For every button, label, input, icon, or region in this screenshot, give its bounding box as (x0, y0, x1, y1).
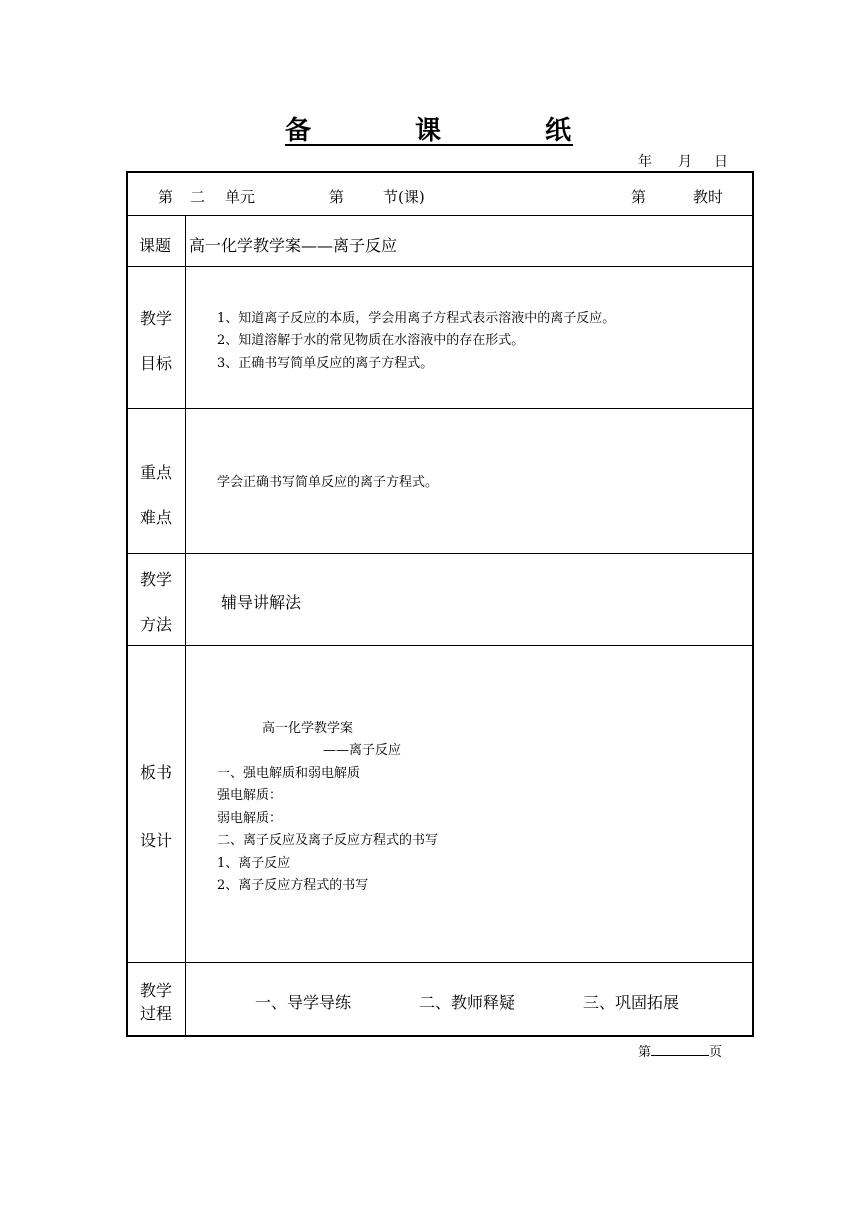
board-label-bottom: 设计 (140, 831, 173, 850)
board-line: 二、离子反应及离子反应方程式的书写 (217, 833, 439, 848)
board-line: 一、强电解质和弱电解质 (217, 766, 361, 781)
method-label-top: 教学 (140, 570, 173, 589)
objectives-label-top: 教学 (140, 309, 173, 328)
process-label-top: 教学 (140, 981, 173, 1000)
page-number-suffix: 页 (709, 1045, 723, 1060)
page-title (285, 108, 573, 146)
label-column-divider (185, 215, 186, 1037)
method-label-bottom: 方法 (140, 615, 173, 634)
objective-item: 1、知道离子反应的本质，学会用离子方程式表示溶液中的离子反应。 (217, 311, 616, 326)
unit-label: 单元 (225, 188, 256, 206)
title-char-2: 课 (415, 116, 442, 146)
period-label: 教时 (693, 188, 724, 206)
process-step: 二、教师释疑 (419, 993, 516, 1012)
board-line: 2、离子反应方程式的书写 (217, 878, 369, 893)
row-divider (128, 962, 752, 963)
topic-value: 高一化学教学案——离子反应 (189, 236, 398, 255)
date-month: 月 (678, 154, 692, 170)
process-step: 一、导学导练 (255, 993, 352, 1012)
board-label-top: 板书 (140, 763, 173, 782)
keypoints-label-bottom: 难点 (140, 508, 173, 527)
board-line: 弱电解质： (217, 811, 283, 826)
page-number-blank (651, 1043, 709, 1056)
method-value: 辅导讲解法 (221, 593, 302, 612)
keypoints-value: 学会正确书写简单反应的离子方程式。 (217, 475, 439, 490)
section-di-label: 第 (329, 188, 345, 206)
objective-item: 3、正确书写简单反应的离子方程式。 (217, 356, 434, 371)
row-divider (128, 553, 752, 554)
date-year: 年 (638, 154, 652, 170)
row-divider (128, 645, 752, 646)
process-label-bottom: 过程 (140, 1004, 173, 1023)
section-label: 节(课) (383, 188, 425, 206)
board-title: 高一化学教学案 (262, 721, 354, 736)
keypoints-label-top: 重点 (140, 463, 173, 482)
row-divider (128, 408, 752, 409)
board-line: 1、离子反应 (217, 856, 291, 871)
board-line: 强电解质： (217, 788, 283, 803)
lesson-plan-table (126, 171, 754, 1037)
topic-label: 课题 (139, 236, 172, 255)
date-day: 日 (714, 154, 728, 170)
row-divider (128, 215, 752, 216)
page-number-prefix: 第 (638, 1045, 652, 1060)
page-number (638, 1041, 722, 1060)
period-di-label: 第 (631, 188, 647, 206)
objective-item: 2、知道溶解于水的常见物质在水溶液中的存在形式。 (217, 333, 525, 348)
board-subtitle: ——离子反应 (323, 743, 402, 758)
title-char-1: 备 (285, 116, 312, 146)
process-step: 三、巩固拓展 (583, 993, 680, 1012)
row-divider (128, 266, 752, 267)
title-char-3: 纸 (545, 116, 572, 146)
unit-di-label: 第 (158, 188, 174, 206)
objectives-label-bottom: 目标 (140, 354, 173, 373)
unit-number: 二 (190, 188, 206, 206)
